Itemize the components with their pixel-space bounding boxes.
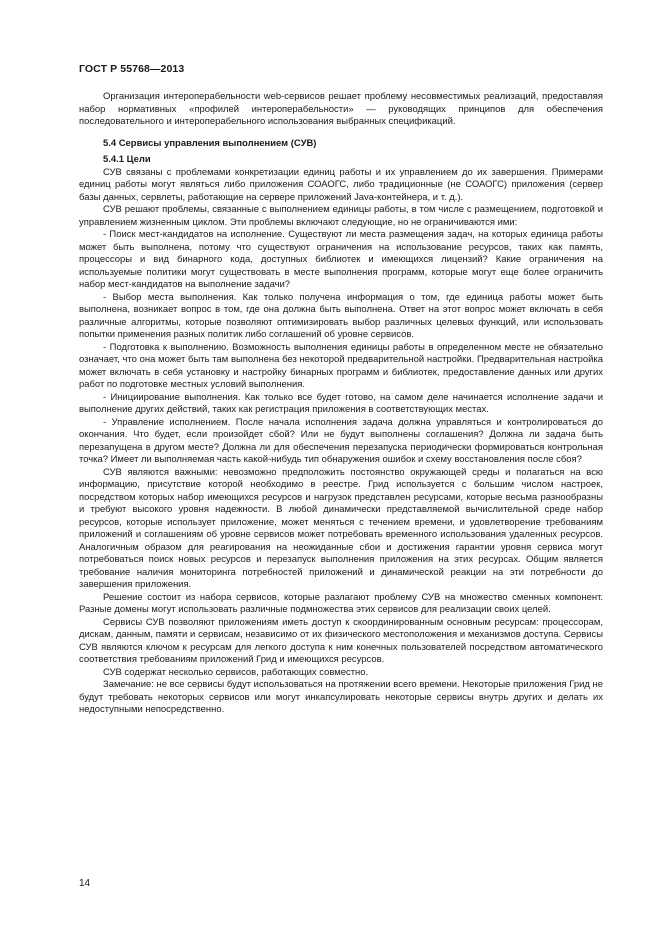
paragraph: СУВ являются важными: невозможно предположить постоянство окружающей среды и полагаться на всю информацию, присутствие которой необходимо в реестре. Грид используется с большим числом настроек, посредством которых набор имеющихся ресурсов и нагрузок представлен ресурсами, которые весьма разнообразны и требуют высокого уровня надежности. В любой динамически представляемой вычислительной среде набор ресурсов, которые использует приложение, может меняться с течением времени, и удовлетворение требованиям приложений и соглашениям об уровне сервисов может потребовать временного использования удаленных ресурсов. Аналогичным образом для реагирования на неожиданные сбои и достижения гарантии уровня сервиса могут потребоваться поиск новых ресурсов и перезапуск выполнения приложения на этих ресурсах. Общим является требование наличия мониторинга потребностей приложений и динамической реакции на эти потребности до завершения приложения. (79, 466, 603, 590)
section-heading: 5.4 Сервисы управления выполнением (СУВ) (103, 137, 317, 149)
list-item: - Подготовка к выполнению. Возможность выполнения единицы работы в определенном месте не обязательно означает, что она может быть там выполнена без некоторой предварительной настройки. Предварительная настройка может включать в себя установку и настройку бинарных программ и библиотек, предоставление данных или других работ по подготовке местных условий выполнения. (79, 341, 603, 390)
list-item: - Поиск мест-кандидатов на исполнение. Существуют ли места размещения задач, на которых единица работы может быть выполнена, потому что существуют ограничения на использование ресурсов, таких как память, процессоры и вид бинарного кода, доступных библиотек и имеющихся лицензий? Какие ограничения на используемые политики могут существовать в месте выполнения программ, которые могут еще более ограничить набор мест-кандидатов на выполнение задачи? (79, 229, 603, 290)
document-code-header: ГОСТ Р 55768—2013 (79, 63, 185, 75)
list-item: - Инициирование выполнения. Как только все будет готово, на самом деле начинается исполнение задачи и выполнение других действий, таких как регистрация приложения в соответствующих местах. (79, 391, 603, 415)
paragraph: СУВ содержат несколько сервисов, работающих совместно. (103, 666, 369, 678)
paragraph: СУВ связаны с проблемами конкретизации единиц работы и их управлением до их завершения. Примерами единиц работы могут являться либо приложения СОАОГС, либо традиционные (не СОАОГС) приложения (сервер базы данных, сервлеты, работающие на сервере приложений Java-контейнера, и т. д.). (79, 166, 603, 203)
list-item: - Выбор места выполнения. Как только получена информация о том, где единица работы может быть выполнена, возникает вопрос в том, где она должна быть выполнена. Ответ на этот вопрос может включать в себя различные алгоритмы, которые позволяют оптимизировать выбор различных целевых функций, или использовать попытки применения разных политик либо соглашений об уровне сервисов. (79, 291, 603, 340)
subsection-heading: 5.4.1 Цели (103, 154, 151, 165)
paragraph: СУВ решают проблемы, связанные с выполнением единицы работы, в том числе с размещением, подготовкой и управлением жизненным циклом. Эти проблемы включают следующие, но не ограничиваются ими: (79, 204, 603, 228)
paragraph: Решение состоит из набора сервисов, которые разлагают проблему СУВ на множество сменных компонент. Разные домены могут использовать различные подмножества этих сервисов для реализации своих целей. (79, 591, 603, 615)
page-content (79, 91, 603, 717)
note-paragraph: Замечание: не все сервисы будут использоваться на протяжении всего времени. Некоторые приложения Грид не будут требовать некоторых сервисов или могут инкапсулировать некоторые сервисы внутрь других и делать их недоступными непосредственно. (79, 679, 603, 715)
paragraph: Сервисы СУВ позволяют приложениям иметь доступ к скоординированным основным ресурсам: процессорам, дискам, данным, памяти и сервисам, независимо от их физического местоположения и механизмов доступа. Сервисы СУВ являются ключом к ресурсам для легкого доступа к ним конечных пользователей посредством автоматического соответствия требованиям приложений Грид и имеющихся ресурсов. (79, 616, 603, 665)
page-number: 14 (79, 878, 91, 889)
list-item: - Управление исполнением. После начала исполнения задача должна управляться и контролироваться до окончания. Что будет, если произойдет сбой? Или не будут выполнены соглашения? Должна ли задача быть перезапущена в другом месте? Должна ли для обеспечения перезапуска периодически формироваться контрольная точка? Имеет ли выполняемая часть какой-нибудь тип обнаружения ошибок и схему восстановления после сбоя? (79, 416, 603, 465)
intro-paragraph: Организация интероперабельности web-сервисов решает проблему несовместимых реализаций, предоставляя набор нормативных «профилей интероперабельности» — руководящих принципов для обеспечения последовательного и интероперабельного использования выбранных спецификаций. (79, 91, 603, 127)
